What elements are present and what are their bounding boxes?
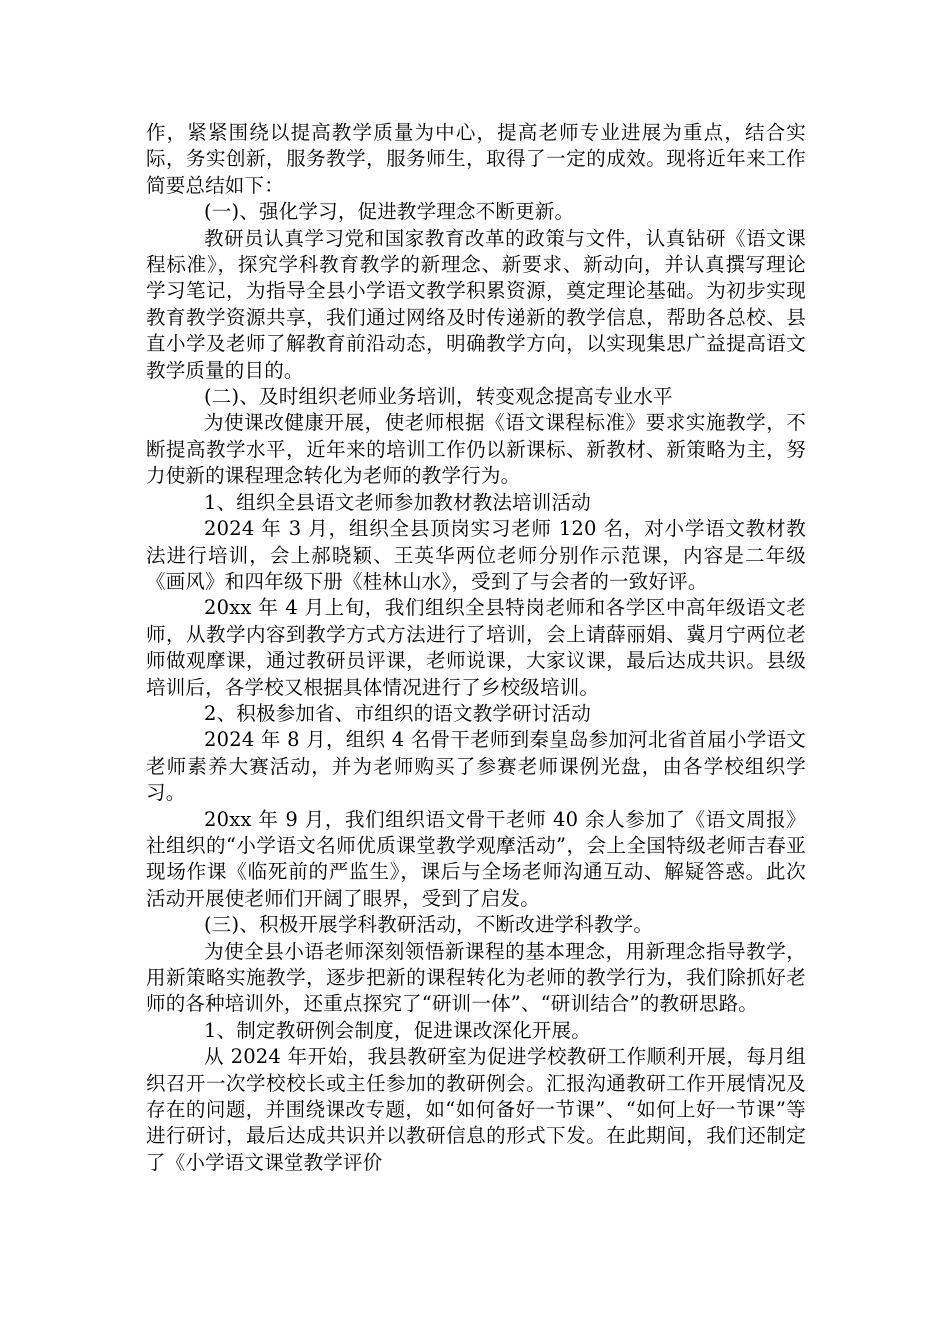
body-paragraph: 20xx 年 4 月上旬，我们组织全县特岗老师和各学区中高年级语文老师，从教学内容到教学方式方法进行了培训，会上请薛丽娟、冀月宁两位老师做观摩课，通过教研员评课，老师说课，大家议课，最后达成共识。县级培训后，各学校又根据具体情况进行了乡校级培训。 — [146, 596, 806, 699]
body-paragraph: 为使课改健康开展，使老师根据《语文课程标准》要求实施教学，不断提高教学水平，近年来的培训工作仍以新课标、新教材、新策略为主，努力使新的课程理念转化为老师的教学行为。 — [146, 411, 806, 488]
section-heading-2: (二)、及时组织老师业务培训，转变观念提高专业水平 — [204, 385, 673, 409]
body-paragraph: 为使全县小语老师深刻领悟新课程的基本理念，用新理念指导教学，用新策略实施教学，逐步把新的课程转化为老师的教学行为，我们除抓好老师的各种培训外，还重点探究了“研训一体”、“研训结合”的教研思路。 — [146, 939, 806, 1016]
body-paragraph: 2024 年 8 月，组织 4 名骨干老师到秦皇岛参加河北省首届小学语文老师素养大赛活动，并为老师购买了参赛老师课例光盘，由各学校组织学习。 — [146, 728, 806, 805]
body-paragraph: 教研员认真学习党和国家教育改革的政策与文件，认真钻研《语文课程标准》，探究学科教育教学的新理念、新要求、新动向，并认真撰写理论学习笔记，为指导全县小学语文教学积累资源，奠定理论基础。为初步实现教育教学资源共享，我们通过网络及时传递新的教学信息，帮助各总校、县直小学及老师了解教育前沿动态，明确教学方向，以实现集思广益提高语文教学质量的目的。 — [146, 226, 806, 382]
intro-paragraph: 作，紧紧围绕以提高教学质量为中心，提高老师专业进展为重点，结合实际，务实创新，服务教学，服务师生，取得了一定的成效。现将近年来工作简要总结如下： — [146, 121, 806, 197]
subsection-heading: 1、组织全县语文老师参加教材教法培训活动 — [204, 490, 591, 514]
section-heading-1: (一)、强化学习，促进教学理念不断更新。 — [204, 200, 575, 224]
section-heading-3: (三)、积极开展学科教研活动，不断改进学科教学。 — [204, 913, 654, 937]
subsection-heading: 1、制定教研例会制度，促进课改深化开展。 — [204, 1018, 591, 1042]
body-paragraph: 2024 年 3 月，组织全县顶岗实习老师 120 名，对小学语文教材教法进行培训，会上郝晓颖、王英华两位老师分别作示范课，内容是二年级《画风》和四年级下册《桂林山水》，受到了与会者的一致好评。 — [146, 517, 806, 593]
subsection-heading: 2、积极参加省、市组织的语文教学研讨活动 — [204, 701, 591, 725]
body-paragraph: 从 2024 年开始，我县教研室为促进学校教研工作顺利开展，每月组织召开一次学校校长或主任参加的教研例会。汇报沟通教研工作开展情况及存在的问题，并围绕课改专题，如“如何备好一节课”、“如何上好一节课”等进行研讨，最后达成共识并以教研信息的形式下发。在此期间，我们还制定了《小学语文课堂教学评价 — [146, 1045, 806, 1174]
body-paragraph: 20xx 年 9 月，我们组织语文骨干老师 40 余人参加了《语文周报》社组织的“小学语文名师优质课堂教学观摩活动”，会上全国特级老师吉春亚现场作课《临死前的严监生》，课后与全场老师沟通互动、解疑答惑。此次活动开展使老师们开阔了眼界，受到了启发。 — [146, 807, 806, 910]
document-page — [146, 120, 806, 1176]
